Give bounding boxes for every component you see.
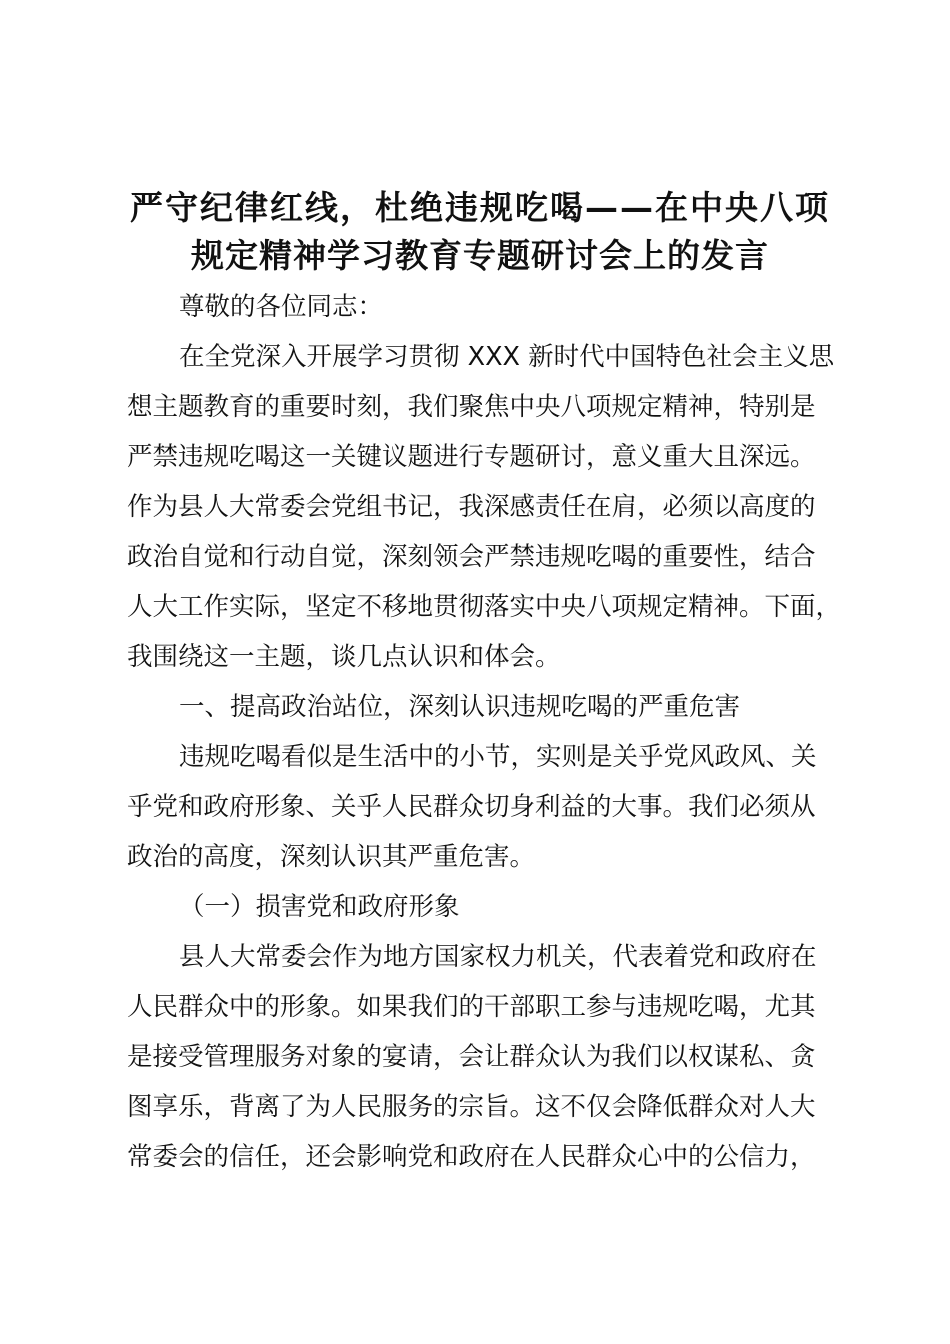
text-line: 常委会的信任，还会影响党和政府在人民群众心中的公信力， (127, 1142, 816, 1172)
title-line: 严守纪律红线，杜绝违规吃喝——在中央八项 (130, 188, 830, 227)
text-line: 政治的高度，深刻认识其严重危害。 (127, 842, 536, 872)
text-line: 图享乐，背离了为人民服务的宗旨。这不仅会降低群众对人大 (127, 1092, 816, 1122)
text-line: 人民群众中的形象。如果我们的干部职工参与违规吃喝，尤其 (127, 992, 816, 1022)
heading-line: 一、提高政治站位，深刻认识违规吃喝的严重危害 (179, 692, 741, 722)
text-line: 违规吃喝看似是生活中的小节，实则是关乎党风政风、关 (179, 742, 817, 772)
text-line: 严禁违规吃喝这一关键议题进行专题研讨，意义重大且深远。 (127, 442, 816, 472)
text-line: 在全党深入开展学习贯彻 XXX 新时代中国特色社会主义思 (179, 342, 835, 372)
text-line: 政治自觉和行动自觉，深刻领会严禁违规吃喝的重要性，结合 (127, 542, 816, 572)
text-line: 人大工作实际，坚定不移地贯彻落实中央八项规定精神。下面， (127, 592, 842, 622)
text-line: 乎党和政府形象、关乎人民群众切身利益的大事。我们必须从 (127, 792, 816, 822)
heading-line: （一）损害党和政府形象 (179, 892, 460, 922)
subsection-heading-1 (127, 882, 833, 932)
paragraph-intro (127, 332, 842, 682)
text-line: 作为县人大常委会党组书记，我深感责任在肩，必须以高度的 (127, 492, 816, 522)
paragraph-subsection-1 (127, 932, 833, 1182)
paragraph-section-1 (127, 732, 833, 882)
text-line: 县人大常委会作为地方国家权力机关，代表着党和政府在 (179, 942, 817, 972)
text-line: 想主题教育的重要时刻，我们聚焦中央八项规定精神，特别是 (127, 392, 816, 422)
section-heading-1 (127, 682, 833, 732)
text-line: 我围绕这一主题，谈几点认识和体会。 (127, 642, 561, 672)
title-line: 规定精神学习教育专题研讨会上的发言 (191, 236, 769, 275)
document-page (127, 184, 842, 1182)
salutation: 尊敬的各位同志： (179, 292, 384, 322)
text-line: 是接受管理服务对象的宴请，会让群众认为我们以权谋私、贪 (127, 1042, 816, 1072)
document-title (127, 184, 833, 280)
